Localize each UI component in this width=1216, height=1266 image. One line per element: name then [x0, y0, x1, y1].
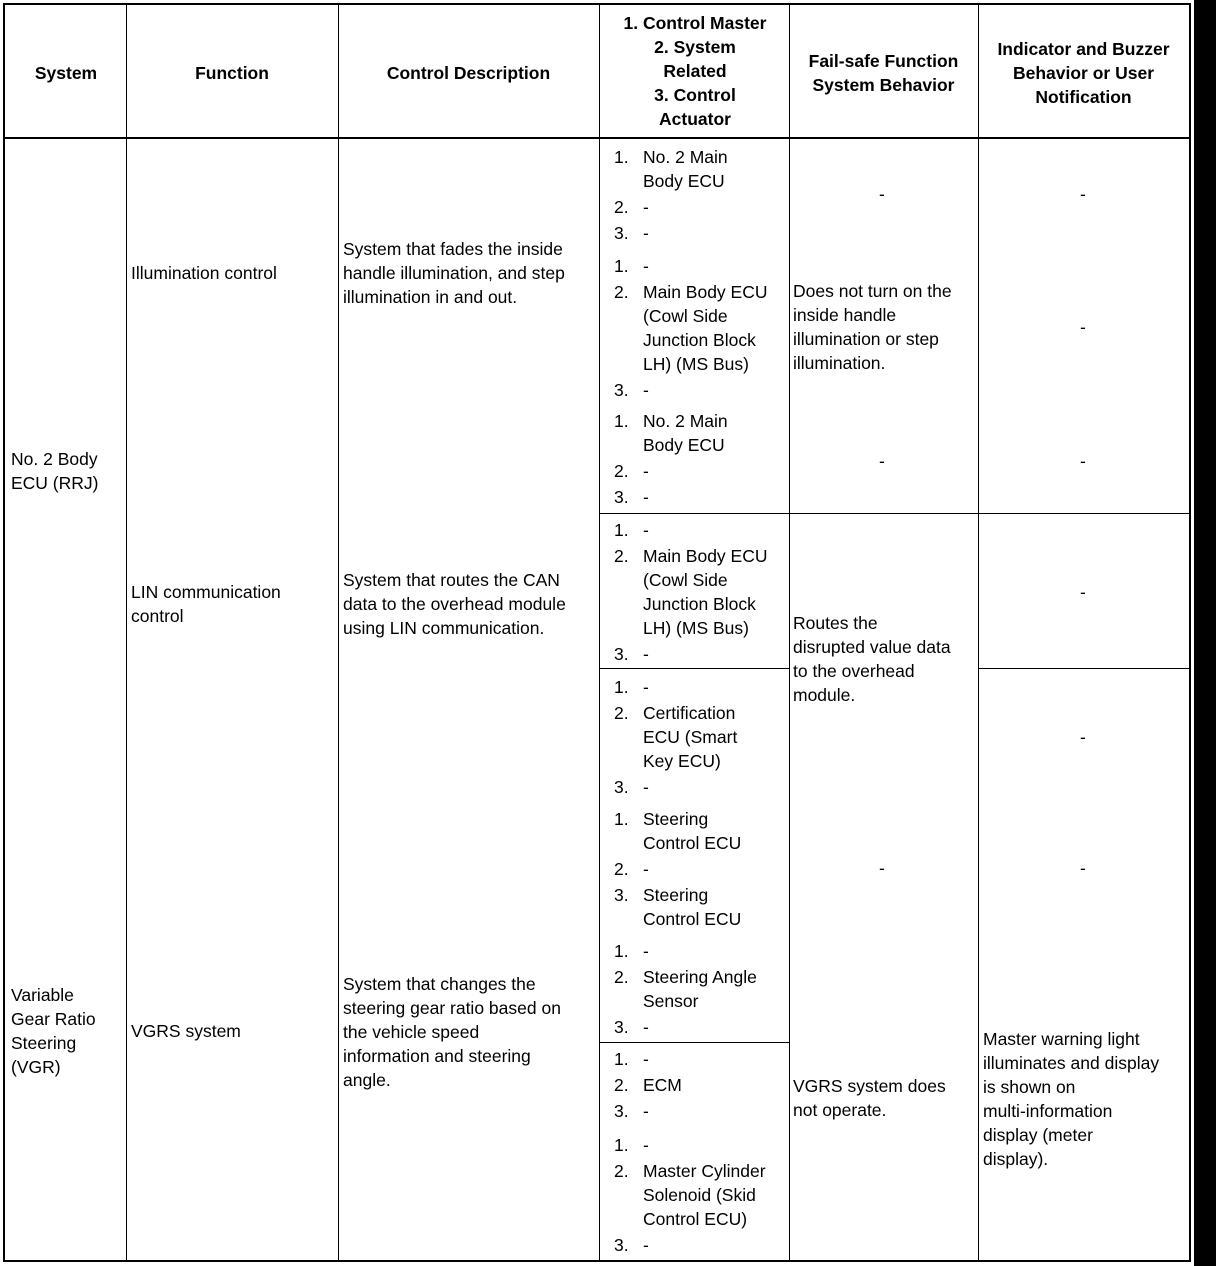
function-cell: VGRS system [131, 1021, 241, 1041]
description-cell: System that changes the steering gear ratio based on the vehicle speed information and steering angle. [343, 974, 561, 1090]
col-divider-2 [338, 5, 339, 1260]
list-item: 2. Steering Angle Sensor [614, 967, 757, 1011]
col-divider-5 [978, 5, 979, 1260]
fail-safe-cell: Routes the disrupted value data to the overhead module. [793, 613, 951, 705]
list-item: 1. - [614, 1049, 649, 1069]
list-item: 2. - [614, 461, 649, 481]
list-item: 1. No. 2 Main Body ECU [614, 147, 728, 191]
list-item: 3. - [614, 380, 649, 400]
header-divider [5, 137, 1189, 139]
indicator-cell: - [1080, 727, 1086, 747]
fail-safe-cell: - [879, 451, 885, 471]
col-divider-4 [789, 5, 790, 1260]
fail-safe-cell: VGRS system does not operate. [793, 1076, 946, 1120]
control-master-list [614, 675, 789, 801]
control-master-list [614, 518, 789, 668]
header-function: Function [195, 63, 269, 83]
right-edge-bar [1194, 0, 1216, 1266]
fail-safe-cell: - [879, 858, 885, 878]
description-cell: System that fades the inside handle illumination, and step illumination in and out. [343, 239, 565, 307]
list-item: 2. - [614, 197, 649, 217]
list-item: 2. Main Body ECU (Cowl Side Junction Block LH) (MS Bus) [614, 282, 768, 374]
list-item: 3. - [614, 777, 649, 797]
system-cell: No. 2 Body ECU (RRJ) [11, 449, 99, 493]
indicator-cell: - [1080, 451, 1086, 471]
list-item: 3. - [614, 1101, 649, 1121]
list-item: 1. - [614, 520, 649, 540]
col-divider-1 [126, 5, 127, 1260]
list-item: 1. - [614, 256, 649, 276]
list-item: 2. Master Cylinder Solenoid (Skid Control ECU) [614, 1161, 766, 1229]
indicator-cell: - [1080, 582, 1086, 602]
header-control-master: 1. Control Master 2. System Related 3. Control Actuator [623, 13, 767, 129]
list-item: 3. - [614, 487, 649, 507]
control-master-list [614, 1133, 789, 1259]
list-item: 1. Steering Control ECU [614, 809, 742, 853]
row-divider-cert [599, 668, 789, 669]
description-cell: System that routes the CAN data to the overhead module using LIN communication. [343, 570, 566, 638]
list-item: 2. Certification ECU (Smart Key ECU) [614, 703, 738, 771]
header-fail-safe: Fail-safe Function System Behavior [808, 51, 959, 95]
header-indicator: Indicator and Buzzer Behavior or User Notification [997, 39, 1170, 107]
list-item: 1. - [614, 941, 649, 961]
control-master-list [614, 939, 789, 1041]
row-divider-indicator [978, 668, 1189, 669]
indicator-cell: - [1080, 317, 1086, 337]
header-system: System [34, 63, 98, 83]
list-item: 2. - [614, 859, 649, 879]
control-master-list [614, 254, 789, 404]
list-item: 3. - [614, 644, 649, 664]
col-divider-3 [599, 5, 600, 1260]
header-control-description: Control Description [386, 63, 551, 83]
list-item: 2. ECM [614, 1075, 682, 1095]
list-item: 3. Steering Control ECU [614, 885, 742, 929]
list-item: 1. No. 2 Main Body ECU [614, 411, 728, 455]
fail-safe-cell: Does not turn on the inside handle illumination or step illumination. [793, 281, 952, 373]
indicator-cell: Master warning light illuminates and display is shown on multi-information display (meter display). [983, 1029, 1160, 1169]
row-divider-lin [599, 513, 1189, 514]
list-item: 2. Main Body ECU (Cowl Side Junction Block LH) (MS Bus) [614, 546, 768, 638]
function-cell: Illumination control [131, 263, 277, 283]
indicator-cell: - [1080, 858, 1086, 878]
list-item: 3. - [614, 1235, 649, 1255]
fail-safe-cell: - [879, 184, 885, 204]
control-master-list [614, 145, 789, 247]
system-cell: Variable Gear Ratio Steering (VGR) [11, 985, 96, 1077]
row-divider-ecm [599, 1042, 789, 1043]
list-item: 1. - [614, 1135, 649, 1155]
list-item: 1. - [614, 677, 649, 697]
control-master-list [614, 807, 789, 933]
indicator-cell: - [1080, 184, 1086, 204]
function-cell: LIN communication control [131, 582, 281, 626]
list-item: 3. - [614, 1017, 649, 1037]
control-master-list [614, 409, 789, 511]
control-master-list [614, 1047, 789, 1125]
list-item: 3. - [614, 223, 649, 243]
